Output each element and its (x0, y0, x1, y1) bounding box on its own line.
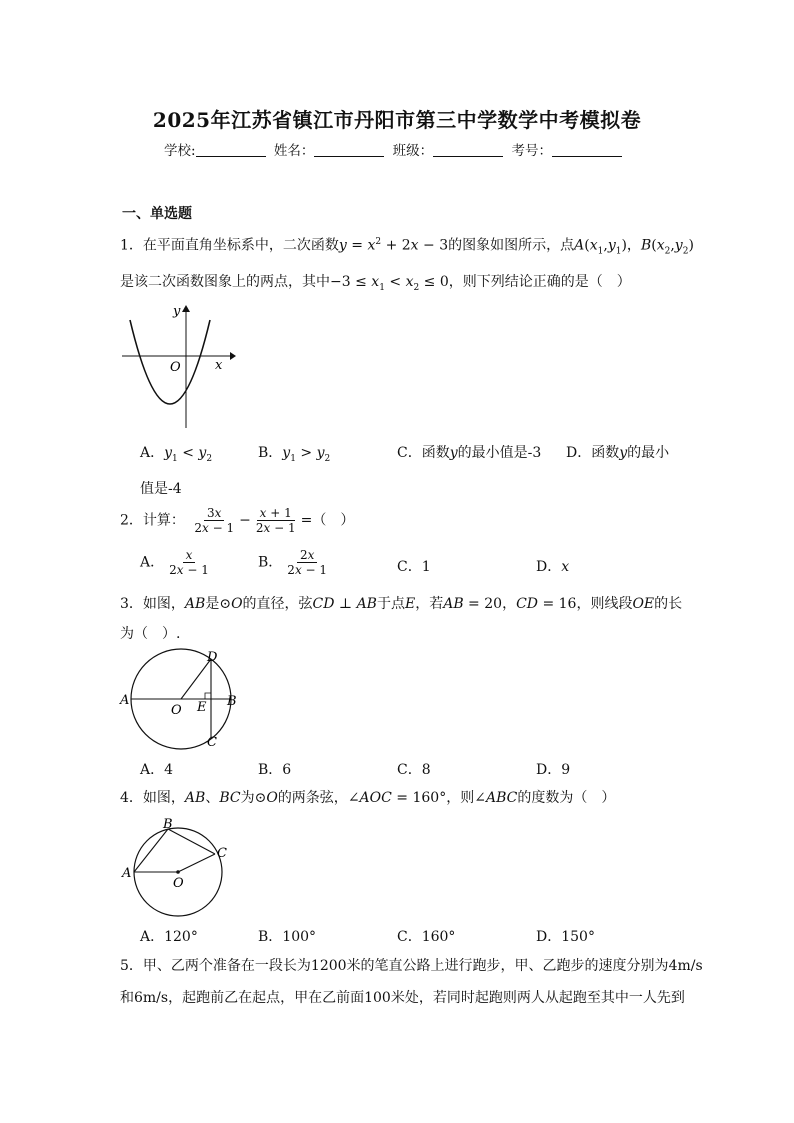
q5-line2-a: 和 (120, 990, 134, 1006)
q4-t1: 如图， (142, 790, 185, 806)
q3-t1: 如图， (142, 596, 185, 612)
q3-line2: 为（ ）. (120, 626, 181, 642)
q2-option-a (140, 548, 214, 577)
q4-circle-figure (118, 814, 238, 918)
q5-line1 (120, 956, 703, 976)
name-blank (314, 144, 384, 157)
q4-t4: 的两条弦， (277, 790, 348, 806)
q1-text-line2-b: ，则下列结论正确的是（ ） (448, 274, 631, 290)
q1-option-c-text: 的最小值是 (457, 445, 528, 461)
q2-option-d: D．x (536, 559, 570, 575)
class-label: 班级： (392, 143, 434, 159)
q1-option-a-label: A． (140, 445, 165, 461)
q1-option-d: D．函数y的最小 (566, 445, 670, 461)
q3-option-c: C．8 (397, 762, 431, 778)
q3-line1: 3．如图，AB是⊙O的直径，弦CD ⊥ AB于点E，若AB = 20，CD = 16，则线段OE的长 (120, 596, 683, 612)
q3-label-d: D (207, 650, 218, 665)
q2-fraction-1: $\frac{3x}{2x - 1}$ (194, 506, 235, 535)
q1-option-d-cont (140, 478, 182, 498)
q1-option-d-text: 的最小 (627, 445, 670, 461)
q4-line1: 4．如图，AB、BC为⊙O的两条弦，∠AOC = 160°，则∠ABC的度数为（ ） (120, 790, 616, 806)
q4-label-c: C (217, 846, 227, 861)
q4-option-c: C．160° (397, 929, 456, 945)
q1-option-b-label: B． (258, 445, 283, 461)
q2-option-d-label: D． (536, 559, 562, 575)
q4-t5: ，则 (446, 790, 475, 806)
q3-label-c: C (207, 735, 217, 750)
q5-line1-n1: 1200 (310, 958, 347, 974)
q5-line1-b: 米的笔直公路上进行跑步，甲、乙跑步的速度分别为 (346, 958, 669, 974)
q1-option-a: A．$y_1 < y_2$ (140, 445, 213, 464)
q5-line1-a: 甲、乙两个准备在一段长为 (142, 958, 311, 974)
q3-t5: ，若 (415, 596, 444, 612)
q3-right-angle-mark (205, 693, 211, 699)
q4-radius-oc (178, 854, 215, 872)
q4-label-o: O (173, 876, 184, 891)
q3-circle-figure (118, 648, 248, 752)
q1-line2: 是该二次函数图象上的两点，其中$-3 \le x_1 < x_2 \le 0$，则下列结论正确的是（ ） (120, 274, 631, 293)
q5-line2-n2: 100 (364, 990, 391, 1006)
q3-t6: ， (502, 596, 517, 612)
q3-t4: 于点 (376, 596, 405, 612)
q3-label-b: B (227, 694, 237, 709)
exam-no-label: 考号： (511, 143, 552, 159)
q4-t6: 的度数为（ ） (517, 790, 616, 806)
q3-label-o: O (171, 703, 182, 718)
q1-text-line2: 是该二次函数图象上的两点，其中 (120, 274, 330, 290)
q1-y-arrow (182, 305, 190, 312)
q1-line1: 1．在平面直角坐标系中，二次函数$y = x^2 + 2x - 3$的图象如图所示，点$A(x_1,y_1)$，$B(x_2,y_2)$ (120, 237, 694, 257)
q5-line1-n2: 4m/s (668, 958, 703, 974)
q2-text: 计算： (142, 512, 185, 529)
school-blank (196, 144, 266, 157)
q1-x-label: x (215, 358, 223, 373)
page-title: 2025年江苏省镇江市丹阳市第三中学数学中考模拟卷 (152, 108, 642, 132)
q2-option-a-fraction: $\frac{x}{2x - 1}$ (169, 548, 209, 577)
q2-option-a-label: A． (140, 554, 165, 571)
q1-text-b: 的图象如图所示，点 (448, 237, 575, 254)
q4-number: 4． (120, 790, 143, 806)
q2-line: 2．计算： $\frac{3x}{2x - 1}$ − $\frac{x + 1}{2x - 1}$ =（ ） (120, 506, 355, 535)
q2-fraction-2: $\frac{x + 1}{2x - 1}$ (255, 506, 296, 535)
q1-option-c: C．函数y的最小值是-3 (397, 445, 542, 461)
q1-x-arrow (230, 352, 236, 360)
q3-label-e: E (197, 700, 207, 715)
q2-option-b-label: B． (258, 554, 283, 571)
q4-label-a: A (122, 866, 132, 881)
name-label: 姓名： (273, 143, 315, 159)
q5-line2 (120, 988, 685, 1008)
q1-option-d-value: -4 (168, 481, 182, 497)
q1-option-d-text2: 值是 (140, 481, 168, 497)
q5-line2-n: 6m/s (134, 990, 169, 1006)
q5-number: 5． (120, 958, 143, 974)
school-label: 学校: (164, 143, 196, 159)
q3-t3: 的直径，弦 (242, 596, 313, 612)
q4-option-b: B．100° (258, 929, 317, 945)
q2-option-c: C．1 (397, 559, 431, 575)
q1-y-label: y (173, 304, 181, 319)
q3-label-a: A (120, 693, 130, 708)
q3-t2: 是 (205, 596, 220, 612)
q4-option-d: D．150° (536, 929, 595, 945)
q4-t3: 为 (240, 790, 255, 806)
q1-option-c-label: C．函数 (397, 445, 450, 461)
class-blank (433, 144, 503, 157)
section-heading: 一、单选题 (122, 206, 192, 222)
q3-option-d: D．9 (536, 762, 571, 778)
q4-t2: 、 (205, 790, 220, 806)
q2-option-b-fraction: $\frac{2x}{2x - 1}$ (287, 548, 328, 577)
q4-center-dot (176, 870, 180, 874)
q3-option-a: A．4 (140, 762, 174, 778)
q3-number: 3． (120, 596, 143, 612)
q5-line2-b: ，起跑前乙在起点，甲在乙前面 (168, 990, 365, 1006)
q4-chord-bc (168, 829, 215, 854)
q3-option-b: B．6 (258, 762, 292, 778)
q1-option-d-label: D．函数 (566, 445, 620, 461)
q4-option-a: A．120° (140, 929, 198, 945)
q1-parabola-figure (118, 300, 238, 435)
q1-text: 在平面直角坐标系中，二次函数 (142, 237, 339, 254)
q3-t8: 的长 (654, 596, 683, 612)
student-info-line (164, 139, 626, 159)
q1-option-b: B．$y_1 > y_2$ (258, 445, 331, 464)
q4-label-b: B (163, 817, 173, 832)
q1-origin-label: O (170, 360, 181, 375)
q2-tail: =（ ） (300, 512, 355, 529)
exam-no-blank (552, 144, 622, 157)
q1-number: 1． (120, 237, 143, 254)
q5-line2-c: 米处，若同时起跑则两人从起跑至其中一人先到 (390, 990, 685, 1006)
q3-t7: ，则线段 (576, 596, 633, 612)
q2-option-b (258, 548, 332, 577)
q1-option-c-value: -3 (527, 445, 542, 461)
q2-number: 2． (120, 512, 143, 529)
